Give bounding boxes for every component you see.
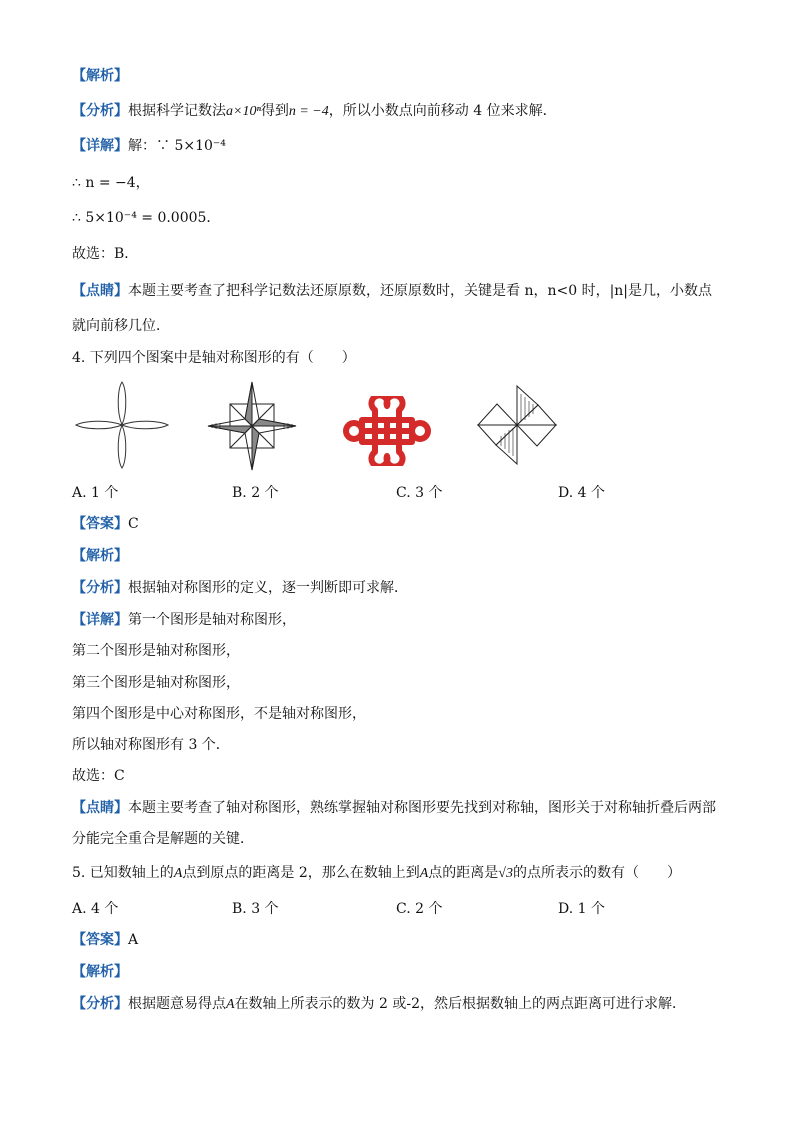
analysis-tag: 【分析】 bbox=[72, 103, 128, 119]
q5-point-a-2: A bbox=[419, 866, 429, 881]
question-4-stem: 4. 下列四个图案中是轴对称图形的有（ ） bbox=[72, 350, 356, 366]
q5-stem-mid2: 点的距离是 bbox=[428, 865, 499, 881]
q4-detail-line bbox=[72, 610, 296, 630]
q5-sqrt-expr: √3 bbox=[498, 866, 513, 881]
q4-detail-line-2: 第二个图形是轴对称图形， bbox=[72, 643, 240, 659]
q5-answer-line bbox=[72, 930, 138, 950]
analysis-text-pre: 根据科学记数法 bbox=[128, 103, 226, 119]
q5-analysis-point-a: A bbox=[226, 997, 235, 1012]
q5-analysis-post: 在数轴上所表示的数为 2 或-2，然后根据数轴上的两点距离可进行求解． bbox=[234, 996, 687, 1012]
figure-2-compass-star bbox=[206, 380, 298, 472]
analysis-text-mid: 得到 bbox=[260, 103, 289, 119]
q5-analysis-tag: 【分析】 bbox=[72, 996, 128, 1012]
q5-answer-tag: 【答案】 bbox=[72, 932, 128, 948]
detail-line-1 bbox=[72, 136, 226, 156]
q4-answer-tag: 【答案】 bbox=[72, 516, 128, 532]
step-line-2: ∴ 5×10⁻⁴ = 0.0005． bbox=[72, 210, 221, 226]
q4-comment-text: 本题主要考查了轴对称图形，熟练掌握轴对称图形要先找到对称轴，图形关于对称轴折叠后两部 bbox=[128, 800, 716, 816]
q5-answer-value: A bbox=[128, 932, 139, 948]
q5-option-a[interactable]: A. 4 个 bbox=[72, 901, 119, 917]
q4-option-c[interactable]: C. 3 个 bbox=[396, 485, 443, 501]
detail-text: 解：∵ 5×10⁻⁴ bbox=[128, 138, 226, 154]
q4-option-b[interactable]: B. 2 个 bbox=[232, 485, 279, 501]
q4-analysis-text: 根据轴对称图形的定义，逐一判断即可求解． bbox=[128, 580, 408, 596]
figure-4-pinwheel bbox=[476, 384, 558, 466]
comment-text: 本题主要考查了把科学记数法还原原数，还原原数时，关键是看 n，n<0 时，|n|是几，小数点 bbox=[128, 283, 713, 299]
q5-stem-post: 的点所表示的数有（ ） bbox=[512, 865, 681, 881]
q4-detail-first: 第一个图形是轴对称图形， bbox=[128, 612, 296, 628]
q5-stem-pre: 5. 已知数轴上的 bbox=[72, 865, 174, 881]
q4-analysis-line bbox=[72, 578, 408, 598]
q4-detail-line-5: 所以轴对称图形有 3 个． bbox=[72, 737, 230, 753]
jiexi-label-1: 【解析】 bbox=[72, 68, 128, 84]
figure-1-petals bbox=[74, 380, 170, 470]
q5-point-a-1: A bbox=[173, 866, 183, 881]
q4-detail-tag: 【详解】 bbox=[72, 612, 128, 628]
q4-option-d[interactable]: D. 4 个 bbox=[558, 485, 605, 501]
comment-line-1a bbox=[72, 281, 712, 301]
q4-option-a[interactable]: A. 1 个 bbox=[72, 485, 119, 501]
q4-comment-tag: 【点睛】 bbox=[72, 800, 128, 816]
q4-comment-line-a bbox=[72, 798, 716, 818]
sci-notation-expr: a×10ⁿ bbox=[226, 104, 261, 119]
n-value-expr: n = −4 bbox=[288, 104, 329, 119]
step-line-1: ∴ n = −4， bbox=[72, 175, 150, 191]
figure-3-chinese-knot bbox=[342, 396, 432, 466]
q5-option-b[interactable]: B. 3 个 bbox=[232, 901, 279, 917]
q4-comment-line-b: 分能完全重合是解题的关键． bbox=[72, 831, 254, 847]
q5-jiexi-label: 【解析】 bbox=[72, 964, 128, 980]
q5-analysis-pre: 根据题意易得点 bbox=[128, 996, 226, 1012]
q4-detail-line-3: 第三个图形是轴对称图形， bbox=[72, 675, 240, 691]
q4-answer-line bbox=[72, 514, 139, 534]
comment-tag: 【点睛】 bbox=[72, 283, 128, 299]
question-5-stem bbox=[72, 863, 681, 884]
q5-stem-mid1: 点到原点的距离是 2，那么在数轴上到 bbox=[182, 865, 420, 881]
comment-line-1b: 就向前移几位． bbox=[72, 318, 170, 334]
q4-jiexi-label: 【解析】 bbox=[72, 548, 128, 564]
q5-option-c[interactable]: C. 2 个 bbox=[396, 901, 443, 917]
detail-tag: 【详解】 bbox=[72, 138, 128, 154]
choice-line-1: 故选：B． bbox=[72, 246, 139, 262]
analysis-text-post: ，所以小数点向前移动 4 位来求解． bbox=[328, 103, 557, 119]
q4-analysis-tag: 【分析】 bbox=[72, 580, 128, 596]
q4-choice-line: 故选：C bbox=[72, 768, 125, 784]
q5-analysis-line bbox=[72, 994, 686, 1015]
q4-answer-value: C bbox=[128, 516, 139, 532]
q4-detail-line-4: 第四个图形是中心对称图形，不是轴对称图形， bbox=[72, 706, 366, 722]
q5-option-d[interactable]: D. 1 个 bbox=[558, 901, 605, 917]
analysis-line-1 bbox=[72, 101, 557, 122]
